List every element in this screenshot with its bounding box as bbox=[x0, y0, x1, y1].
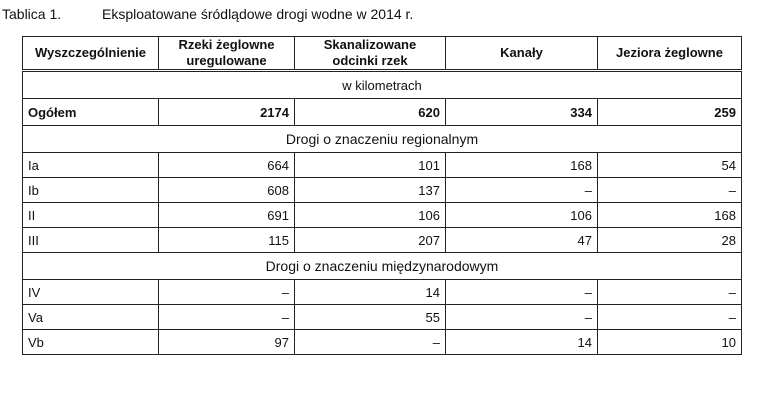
table-title: Eksploatowane śródlądowe drogi wodne w 2014 r. bbox=[102, 6, 414, 22]
table-caption bbox=[2, 6, 413, 22]
table-cell: 101 bbox=[295, 153, 446, 178]
table-cell: 14 bbox=[446, 330, 598, 355]
table-cell: 207 bbox=[295, 228, 446, 253]
table-cell: 168 bbox=[598, 203, 742, 228]
section-header-row bbox=[23, 253, 742, 280]
total-row bbox=[23, 99, 742, 126]
table-row bbox=[23, 178, 742, 203]
unit-row bbox=[23, 71, 742, 99]
table-cell: 664 bbox=[159, 153, 295, 178]
header-cell: Jeziora żeglowne bbox=[598, 37, 742, 71]
table-row bbox=[23, 228, 742, 253]
table-number: Tablica 1. bbox=[2, 6, 62, 22]
table-cell: 691 bbox=[159, 203, 295, 228]
table-cell: – bbox=[295, 330, 446, 355]
table-cell: 137 bbox=[295, 178, 446, 203]
table-cell: – bbox=[159, 280, 295, 305]
table-cell: 334 bbox=[446, 99, 598, 126]
row-label: IV bbox=[23, 280, 159, 305]
header-cell: Skanalizowane odcinki rzek bbox=[295, 37, 446, 71]
table-cell: – bbox=[598, 305, 742, 330]
table-cell: – bbox=[446, 305, 598, 330]
section-title: Drogi o znaczeniu regionalnym bbox=[23, 126, 742, 153]
table-cell: 608 bbox=[159, 178, 295, 203]
row-label: Ogółem bbox=[23, 99, 159, 126]
table-cell: 47 bbox=[446, 228, 598, 253]
header-cell: Wyszczególnienie bbox=[23, 37, 159, 71]
row-label: Ib bbox=[23, 178, 159, 203]
table-row bbox=[23, 280, 742, 305]
table-cell: 168 bbox=[446, 153, 598, 178]
table-cell: – bbox=[598, 280, 742, 305]
row-label: II bbox=[23, 203, 159, 228]
table-cell: – bbox=[159, 305, 295, 330]
unit-label: w kilometrach bbox=[23, 71, 742, 99]
table-row bbox=[23, 305, 742, 330]
table-cell: 54 bbox=[598, 153, 742, 178]
table-row bbox=[23, 153, 742, 178]
header-row bbox=[23, 37, 742, 71]
table-cell: 14 bbox=[295, 280, 446, 305]
row-label: Va bbox=[23, 305, 159, 330]
header-cell: Kanały bbox=[446, 37, 598, 71]
header-cell: Rzeki żeglowne uregulowane bbox=[159, 37, 295, 71]
table-cell: 28 bbox=[598, 228, 742, 253]
table-cell: 106 bbox=[446, 203, 598, 228]
row-label: Vb bbox=[23, 330, 159, 355]
table-cell: 97 bbox=[159, 330, 295, 355]
row-label: III bbox=[23, 228, 159, 253]
table-cell: 259 bbox=[598, 99, 742, 126]
table-cell: – bbox=[446, 280, 598, 305]
table-cell: – bbox=[446, 178, 598, 203]
table-row bbox=[23, 330, 742, 355]
table-row bbox=[23, 203, 742, 228]
table-cell: 10 bbox=[598, 330, 742, 355]
section-header-row bbox=[23, 126, 742, 153]
table-cell: 55 bbox=[295, 305, 446, 330]
table-cell: 620 bbox=[295, 99, 446, 126]
section-title: Drogi o znaczeniu międzynarodowym bbox=[23, 253, 742, 280]
table-cell: 2174 bbox=[159, 99, 295, 126]
row-label: Ia bbox=[23, 153, 159, 178]
table-cell: 106 bbox=[295, 203, 446, 228]
table-cell: – bbox=[598, 178, 742, 203]
waterways-table bbox=[22, 36, 742, 355]
table-cell: 115 bbox=[159, 228, 295, 253]
